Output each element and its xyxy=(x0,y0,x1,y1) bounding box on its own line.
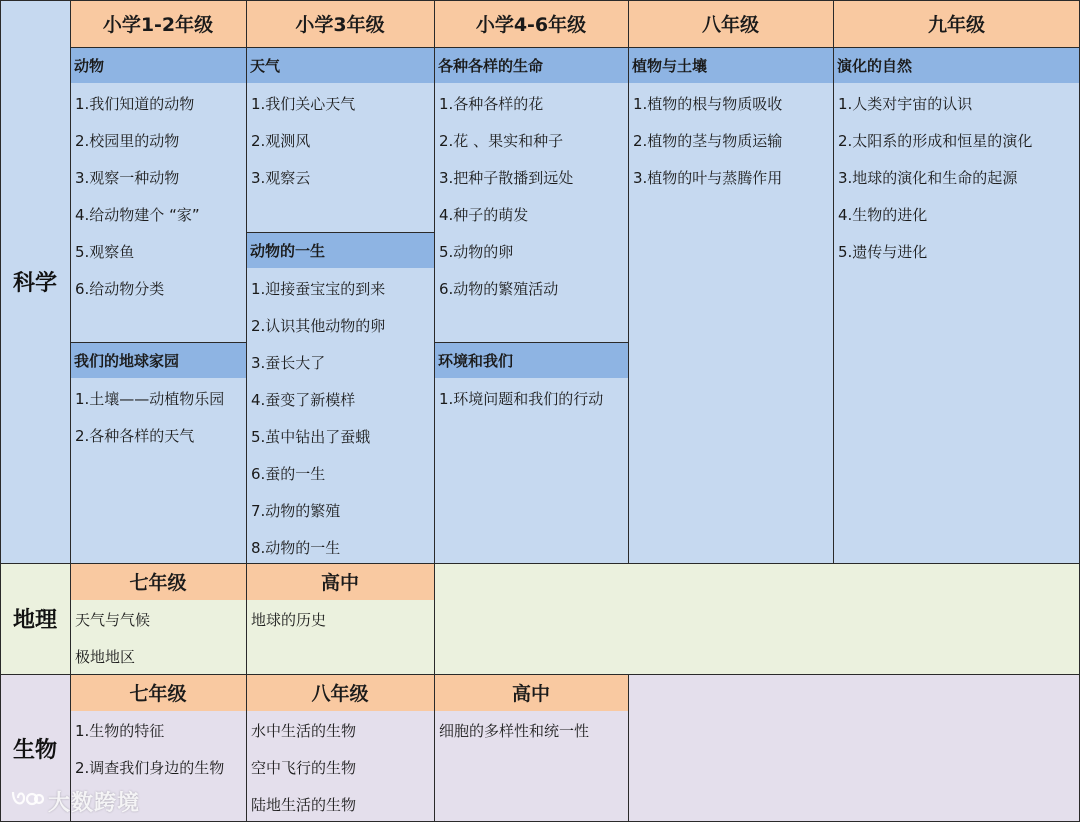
list-item: 5.遗传与进化 xyxy=(838,243,928,261)
grid-line xyxy=(434,0,435,563)
list-item: 1.迎接蚕宝宝的到来 xyxy=(251,280,386,298)
topic-header: 演化的自然 xyxy=(833,47,1080,83)
list-item: 天气与气候 xyxy=(75,611,151,629)
grade-header: 小学1-2年级 xyxy=(70,0,246,47)
logo-icon xyxy=(10,788,44,816)
list-item: 5.动物的卵 xyxy=(439,243,514,261)
list-item: 6.蚕的一生 xyxy=(251,465,326,483)
grid-line xyxy=(434,674,435,822)
topic-header: 植物与土壤 xyxy=(628,47,833,83)
grid-line xyxy=(70,342,246,343)
list-item: 3.把种子散播到远处 xyxy=(439,169,574,187)
watermark-text: 大数跨境 xyxy=(48,791,141,816)
grid-line xyxy=(434,563,435,674)
list-item: 2.植物的茎与物质运输 xyxy=(633,132,783,150)
grade-header: 九年级 xyxy=(833,0,1080,47)
topic-header: 动物 xyxy=(70,47,246,83)
list-item: 细胞的多样性和统一性 xyxy=(439,722,590,740)
list-item: 3.观察一种动物 xyxy=(75,169,180,187)
subject-geography: 地理 xyxy=(12,608,57,633)
topic-header: 动物的一生 xyxy=(246,232,434,268)
list-item: 1.生物的特征 xyxy=(75,722,165,740)
list-item: 1.我们关心天气 xyxy=(251,95,356,113)
list-item: 3.植物的叶与蒸腾作用 xyxy=(633,169,783,187)
topic-header: 我们的地球家园 xyxy=(70,342,246,378)
subject-science: 科学 xyxy=(12,271,57,296)
list-item: 5.观察鱼 xyxy=(75,243,135,261)
list-item: 2.花 、果实和种子 xyxy=(439,132,564,150)
subject-biology: 生物 xyxy=(12,737,57,763)
list-item: 3.观察云 xyxy=(251,169,311,187)
list-item: 2.调查我们身边的生物 xyxy=(75,759,225,777)
grade-header: 小学3年级 xyxy=(246,0,434,47)
list-item: 4.给动物建个 “家” xyxy=(75,206,200,224)
grid-line xyxy=(70,47,1080,48)
list-item: 1.植物的根与物质吸收 xyxy=(633,95,783,113)
grid-line xyxy=(70,0,71,822)
grid-line xyxy=(0,563,1080,564)
list-item: 1.土壤——动植物乐园 xyxy=(75,390,225,408)
list-item: 3.地球的演化和生命的起源 xyxy=(838,169,1018,187)
list-item: 4.生物的进化 xyxy=(838,206,928,224)
grade-header: 小学4-6年级 xyxy=(434,0,628,47)
list-item: 3.蚕长大了 xyxy=(251,354,326,372)
grade-header: 七年级 xyxy=(70,674,246,711)
list-item: 水中生活的生物 xyxy=(251,722,357,740)
list-item: 2.校园里的动物 xyxy=(75,132,180,150)
list-item: 2.观测风 xyxy=(251,132,311,150)
grid-line xyxy=(434,342,628,343)
list-item: 陆地生活的生物 xyxy=(251,796,357,814)
topic-header: 各种各样的生命 xyxy=(434,47,628,83)
list-item: 1.各种各样的花 xyxy=(439,95,544,113)
grid-line xyxy=(628,0,629,563)
topic-header: 环境和我们 xyxy=(434,342,628,378)
list-item: 1.人类对宇宙的认识 xyxy=(838,95,973,113)
grid-line xyxy=(246,0,247,822)
grid-line xyxy=(0,0,1,822)
grid-line xyxy=(246,232,434,233)
list-item: 6.给动物分类 xyxy=(75,280,165,298)
grid-line xyxy=(833,0,834,563)
list-item: 地球的历史 xyxy=(251,611,327,629)
grid-line xyxy=(0,0,1080,1)
list-item: 4.种子的萌发 xyxy=(439,206,529,224)
list-item: 1.我们知道的动物 xyxy=(75,95,195,113)
list-item: 2.认识其他动物的卵 xyxy=(251,317,386,335)
list-item: 极地地区 xyxy=(75,648,136,666)
grade-header: 高中 xyxy=(246,563,434,600)
grade-header: 七年级 xyxy=(70,563,246,600)
list-item: 2.太阳系的形成和恒星的演化 xyxy=(838,132,1033,150)
grid-line xyxy=(628,674,629,822)
watermark xyxy=(10,786,140,817)
topic-header: 天气 xyxy=(246,47,434,83)
grid-line xyxy=(0,674,1080,675)
list-item: 6.动物的繁殖活动 xyxy=(439,280,559,298)
list-item: 7.动物的繁殖 xyxy=(251,502,341,520)
grade-header: 八年级 xyxy=(246,674,434,711)
list-item: 8.动物的一生 xyxy=(251,539,341,557)
grade-header: 高中 xyxy=(434,674,628,711)
list-item: 空中飞行的生物 xyxy=(251,759,357,777)
list-item: 4.蚕变了新模样 xyxy=(251,391,356,409)
list-item: 2.各种各样的天气 xyxy=(75,427,195,445)
list-item: 1.环境问题和我们的行动 xyxy=(439,390,604,408)
grade-header: 八年级 xyxy=(628,0,833,47)
list-item: 5.茧中钻出了蚕蛾 xyxy=(251,428,371,446)
